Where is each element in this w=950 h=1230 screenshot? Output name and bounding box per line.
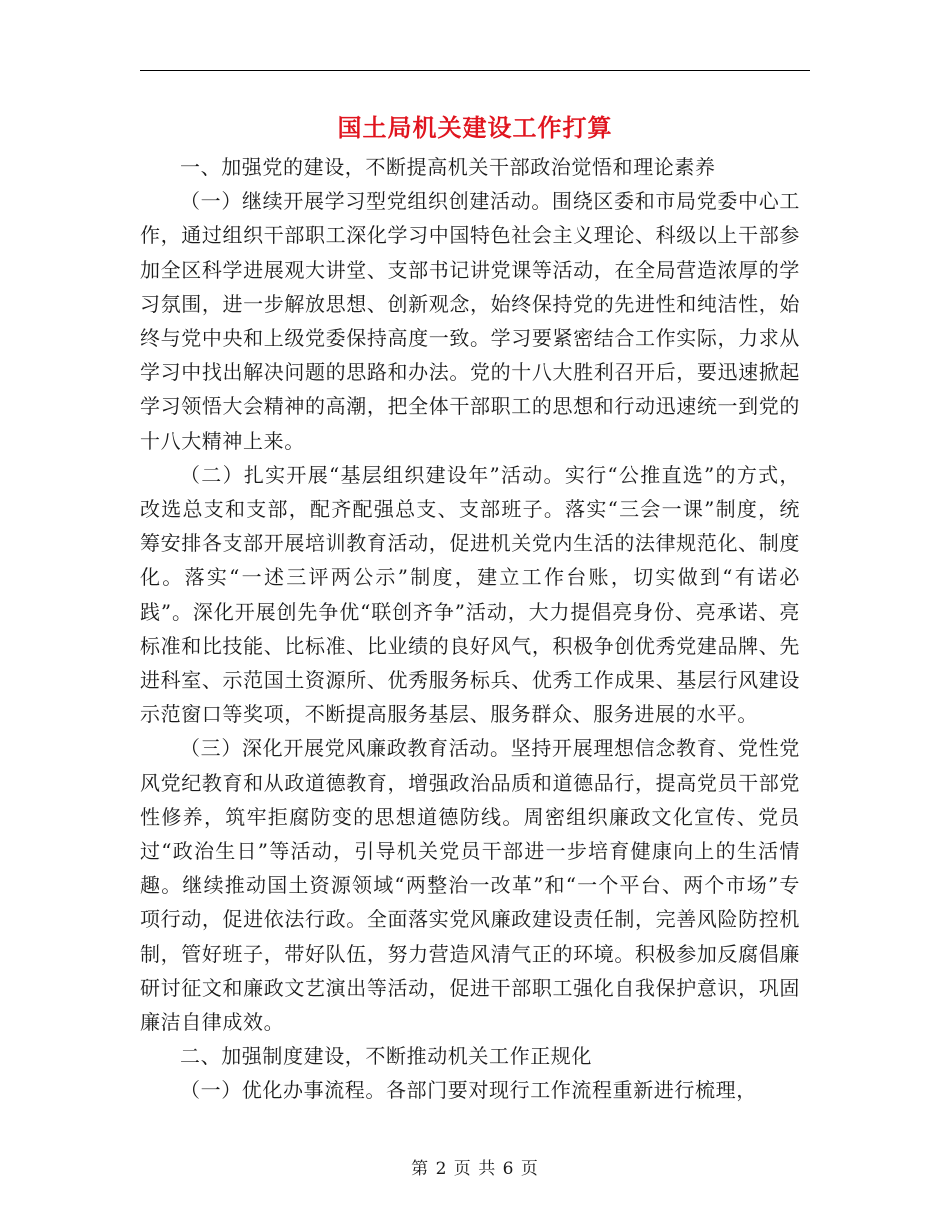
paragraph-1-2: （二）扎实开展“基层组织建设年”活动。实行“公推直选”的方式，改选总支和支部，配齐配强总支、支部班子。落实“三会一课”制度，统筹安排各支部开展培训教育活动，促进机关党内生活的法律规范化、制度化。落实“一述三评两公示”制度，建立工作台账，切实做到“有诺必践”。深化开展创先争优“联创齐争”活动，大力提倡亮身份、亮承诺、亮标准和比技能、比标准、比业绩的良好风气，积极争创优秀党建品牌、先进科室、示范国土资源所、优秀服务标兵、优秀工作成果、基层行风建设示范窗口等奖项，不断提高服务基层、服务群众、服务进展的水平。: [140, 462, 800, 727]
section-heading-1: 一、加强党的建设，不断提高机关干部政治觉悟和理论素养: [180, 155, 716, 179]
document-body: [140, 150, 800, 1108]
paragraph-2-1: （一）优化办事流程。各部门要对现行工作流程重新进行梳理，: [180, 1078, 757, 1103]
document-title: 国土局机关建设工作打算: [337, 113, 613, 142]
paragraph-1-3: （三）深化开展党风廉政教育活动。坚持开展理想信念教育、党性党风党纪教育和从政道德教育，增强政治品质和道德品行，提高党员干部党性修养，筑牢拒腐防变的思想道德防线。周密组织廉政文化宣传、党员过“政治生日”等活动，引导机关党员干部进一步培育健康向上的生活情趣。继续推动国土资源领域“两整治一改革”和“一个平台、两个市场”专项行动，促进依法行政。全面落实党风廉政建设责任制，完善风险防控机制，管好班子，带好队伍，努力营造风清气正的环境。积极参加反腐倡廉研讨征文和廉政文艺演出等活动，促进干部职工强化自我保护意识，巩固廉洁自律成效。: [140, 736, 800, 1035]
paragraph-1-1: （一）继续开展学习型党组织创建活动。围绕区委和市局党委中心工作，通过组织干部职工深化学习中国特色社会主义理论、科级以上干部参加全区科学进展观大讲堂、支部书记讲党课等活动，在全局营造浓厚的学习氛围，进一步解放思想、创新观念，始终保持党的先进性和纯洁性，始终与党中央和上级党委保持高度一致。学习要紧密结合工作实际，力求从学习中找出解决问题的思路和办法。党的十八大胜利召开后，要迅速掀起学习领悟大会精神的高潮，把全体干部职工的思想和行动迅速统一到党的十八大精神上来。: [140, 189, 800, 453]
header-rule: [140, 70, 810, 71]
section-heading-2: 二、加强制度建设，不断推动机关工作正规化: [180, 1044, 592, 1069]
page-number-footer: 第 2 页 共 6 页: [411, 1159, 539, 1179]
